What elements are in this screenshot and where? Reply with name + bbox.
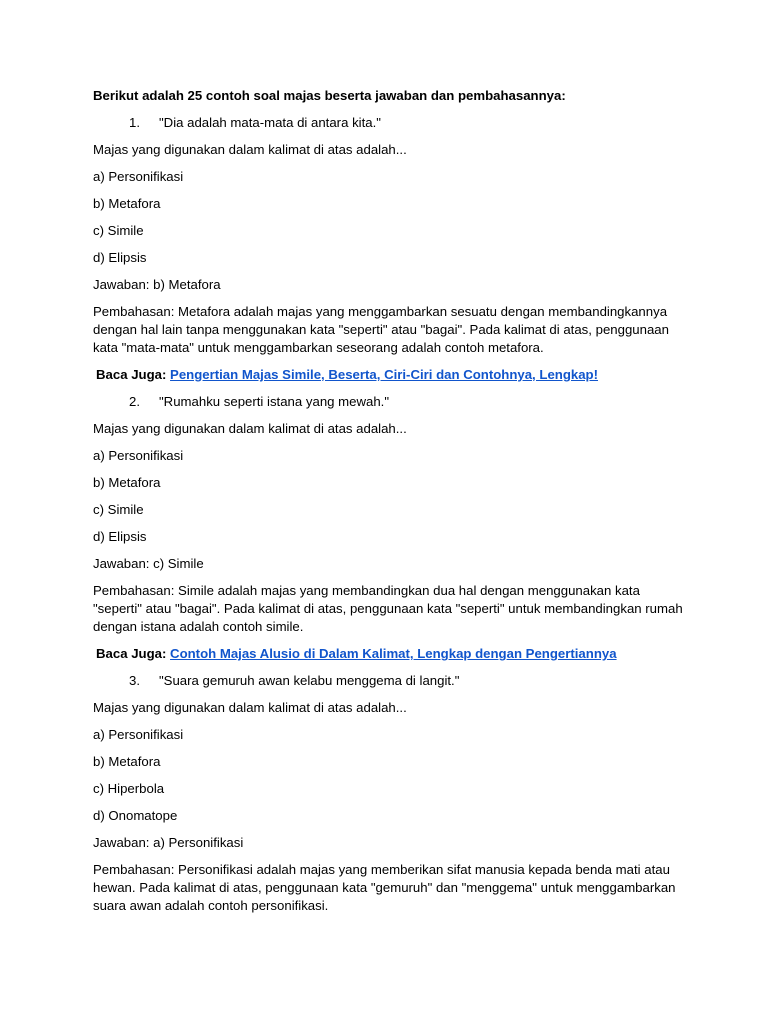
explanation-paragraph: Pembahasan: Simile adalah majas yang membandingkan dua hal dengan menggunakan kata "seperti" atau "bagai". Pada kalimat di atas, penggunaan kata "seperti" untuk membandingkan rumah dengan istana adalah contoh simile. bbox=[93, 583, 683, 634]
option-b: b) Metafora bbox=[93, 196, 161, 211]
baca-juga-link[interactable]: Contoh Majas Alusio di Dalam Kalimat, Lengkap dengan Pengertiannya bbox=[170, 646, 617, 661]
answer-line: Jawaban: b) Metafora bbox=[93, 277, 221, 292]
explanation-paragraph: Pembahasan: Metafora adalah majas yang menggambarkan sesuatu dengan membandingkannya dengan hal lain tanpa menggunakan kata "seperti" atau "bagai". Pada kalimat di atas, penggunaan kata "mata-mata" untuk menggambarkan seseorang adalah contoh metafora. bbox=[93, 304, 669, 355]
baca-juga-line bbox=[93, 645, 683, 663]
document-page bbox=[93, 87, 683, 924]
document-heading: Berikut adalah 25 contoh soal majas beserta jawaban dan pembahasannya: bbox=[93, 88, 566, 103]
question-3 bbox=[93, 672, 683, 915]
question-prompt: Majas yang digunakan dalam kalimat di atas adalah... bbox=[93, 142, 407, 157]
baca-juga-label: Baca Juga: bbox=[96, 646, 167, 661]
option-c: c) Simile bbox=[93, 502, 144, 517]
option-d: d) Elipsis bbox=[93, 250, 147, 265]
option-d: d) Elipsis bbox=[93, 529, 147, 544]
option-b: b) Metafora bbox=[93, 754, 161, 769]
question-2 bbox=[93, 393, 683, 663]
question-prompt: Majas yang digunakan dalam kalimat di atas adalah... bbox=[93, 421, 407, 436]
question-1 bbox=[93, 114, 683, 384]
option-b: b) Metafora bbox=[93, 475, 161, 490]
option-a: a) Personifikasi bbox=[93, 727, 184, 742]
explanation-paragraph: Pembahasan: Personifikasi adalah majas yang memberikan sifat manusia kepada benda mati atau hewan. Pada kalimat di atas, penggunaan kata "gemuruh" dan "menggema" untuk menggambarkan suara awan adalah contoh personifikasi. bbox=[93, 862, 676, 913]
option-c: c) Simile bbox=[93, 223, 144, 238]
answer-line: Jawaban: c) Simile bbox=[93, 556, 204, 571]
baca-juga-link[interactable]: Pengertian Majas Simile, Beserta, Ciri-Ciri dan Contohnya, Lengkap! bbox=[170, 367, 599, 382]
question-number: 1. bbox=[129, 115, 140, 130]
question-number: 2. bbox=[129, 394, 140, 409]
option-a: a) Personifikasi bbox=[93, 448, 184, 463]
question-number: 3. bbox=[129, 673, 140, 688]
question-prompt: Majas yang digunakan dalam kalimat di atas adalah... bbox=[93, 700, 407, 715]
question-line bbox=[93, 114, 683, 132]
option-d: d) Onomatope bbox=[93, 808, 178, 823]
question-sentence: "Suara gemuruh awan kelabu menggema di langit." bbox=[159, 673, 460, 688]
answer-line: Jawaban: a) Personifikasi bbox=[93, 835, 244, 850]
option-c: c) Hiperbola bbox=[93, 781, 165, 796]
baca-juga-label: Baca Juga: bbox=[96, 367, 167, 382]
question-sentence: "Rumahku seperti istana yang mewah." bbox=[159, 394, 390, 409]
question-line bbox=[93, 672, 683, 690]
question-sentence: "Dia adalah mata-mata di antara kita." bbox=[159, 115, 381, 130]
baca-juga-line bbox=[93, 366, 683, 384]
question-line bbox=[93, 393, 683, 411]
option-a: a) Personifikasi bbox=[93, 169, 184, 184]
